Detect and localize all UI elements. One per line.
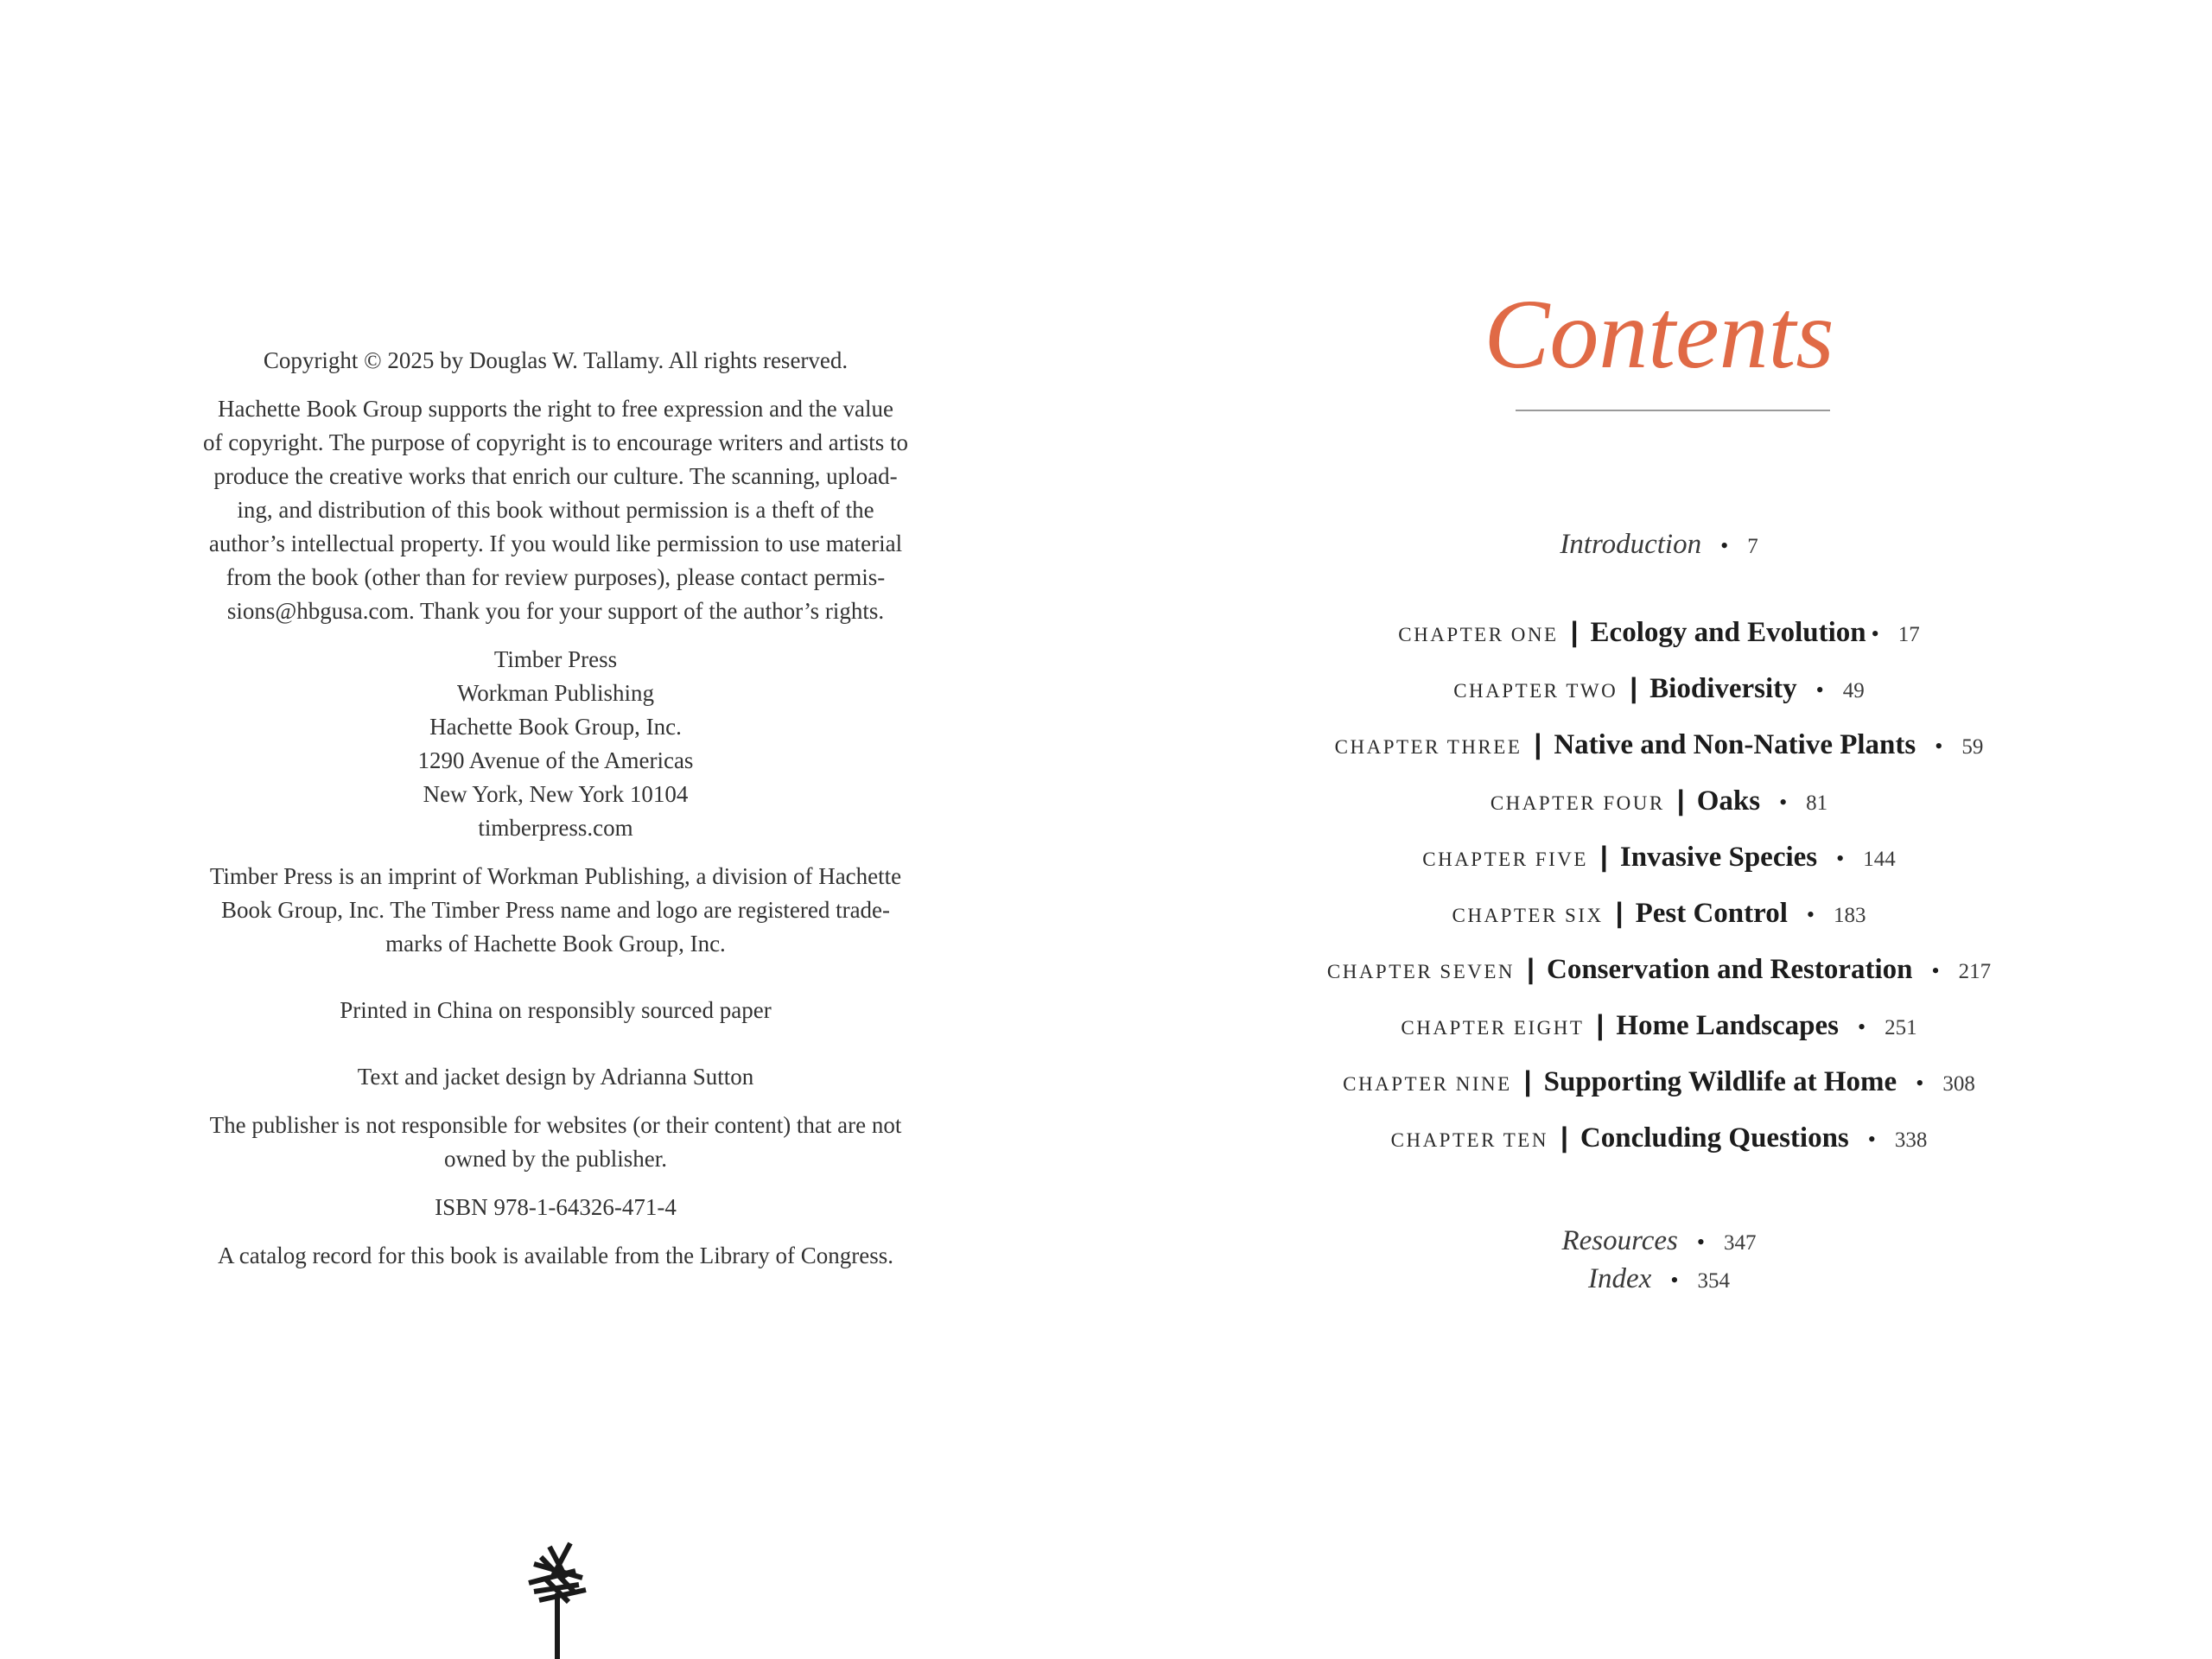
chapter-label: CHAPTER ONE: [1398, 624, 1559, 645]
chapter-label: CHAPTER TWO: [1453, 680, 1618, 702]
chapter-separator: |: [1527, 953, 1535, 984]
isbn: ISBN 978-1-64326-471-4: [435, 1194, 677, 1220]
toc-dot: •: [1815, 677, 1824, 702]
timber-press-tree-logo-icon: [518, 1540, 596, 1659]
toc-dot: •: [1935, 734, 1943, 759]
contents-title: Contents: [1484, 279, 1834, 389]
toc-dot: •: [1696, 1230, 1705, 1255]
toc-page-number: 308: [1942, 1072, 1975, 1096]
toc-dot: •: [1779, 790, 1788, 815]
imprint-line: marks of Hachette Book Group, Inc.: [385, 931, 726, 957]
toc-page-number: 183: [1833, 904, 1866, 927]
chapter-label: CHAPTER FIVE: [1422, 849, 1588, 870]
toc-page-number: 354: [1697, 1269, 1730, 1293]
chapter-separator: |: [1560, 1122, 1568, 1153]
chapter-title: Home Landscapes: [1616, 1010, 1839, 1041]
toc-page-number: 7: [1747, 535, 1758, 558]
chapter-separator: |: [1570, 616, 1579, 647]
imprint-line: Book Group, Inc. The Timber Press name and logo are registered trade-: [220, 897, 891, 923]
toc-entry-chapter-three[interactable]: [1106, 728, 2212, 761]
disclaimer-line: The publisher is not responsible for websites (or their content) that are not: [209, 1112, 902, 1138]
chapter-label: CHAPTER EIGHT: [1401, 1017, 1585, 1039]
imprint-line: Timber Press is an imprint of Workman Publishing, a division of Hachette: [209, 863, 902, 889]
printed-line: Printed in China on responsibly sourced paper: [340, 997, 772, 1023]
chapter-separator: |: [1615, 897, 1624, 928]
chapter-title: Conservation and Restoration: [1546, 954, 1913, 985]
toc-page-number: 17: [1897, 623, 1920, 646]
toc-page-number: 217: [1958, 960, 1992, 983]
rights-line: produce the creative works that enrich our culture. The scanning, upload-: [213, 463, 898, 489]
contents-page: [1106, 0, 2212, 1659]
design-credit: Text and jacket design by Adrianna Sutton: [357, 1064, 754, 1090]
chapter-label: CHAPTER SIX: [1452, 905, 1604, 926]
copyright-line: Copyright © 2025 by Douglas W. Tallamy. All rights reserved.: [263, 347, 849, 373]
chapter-title: Invasive Species: [1619, 842, 1818, 873]
toc-dot: •: [1720, 533, 1729, 558]
toc-entry-chapter-six[interactable]: [1106, 897, 2212, 930]
toc-dot: •: [1670, 1268, 1679, 1293]
toc-entry-chapter-two[interactable]: [1106, 672, 2212, 705]
address-line: 1290 Avenue of the Americas: [417, 747, 694, 773]
publisher-website: timberpress.com: [478, 815, 633, 841]
toc-entry-chapter-seven[interactable]: [1106, 953, 2212, 986]
toc-entry-resources[interactable]: [1106, 1225, 2212, 1257]
toc-entry-index[interactable]: [1106, 1263, 2212, 1295]
address-line: Timber Press: [493, 646, 618, 672]
copyright-block: [199, 344, 912, 1287]
chapter-separator: |: [1596, 1009, 1605, 1040]
address-line: Workman Publishing: [456, 680, 655, 706]
chapter-separator: |: [1599, 841, 1608, 872]
toc-page-number: 251: [1885, 1016, 1917, 1039]
toc-entry-chapter-five[interactable]: [1106, 841, 2212, 874]
toc-dot: •: [1857, 1014, 1866, 1039]
chapter-label: CHAPTER TEN: [1390, 1129, 1548, 1151]
rights-line: ing, and distribution of this book without permission is a theft of the: [237, 497, 874, 523]
address-line: Hachette Book Group, Inc.: [429, 714, 682, 740]
toc-entry-chapter-eight[interactable]: [1106, 1009, 2212, 1042]
toc-entry-introduction[interactable]: [1106, 529, 2212, 561]
rights-line: of copyright. The purpose of copyright is to encourage writers and artists to: [202, 429, 909, 455]
toc-dot: •: [1806, 902, 1815, 927]
websites-disclaimer: [199, 1109, 912, 1176]
toc-dot: •: [1916, 1071, 1924, 1096]
rights-line: sions@hbgusa.com. Thank you for your support of the author’s rights.: [226, 598, 885, 624]
toc-page-number: 144: [1863, 848, 1896, 871]
chapter-label: CHAPTER NINE: [1343, 1073, 1512, 1095]
toc-page-number: 59: [1961, 735, 1984, 759]
rights-line: Hachette Book Group supports the right to free expression and the value: [217, 396, 894, 422]
toc-page-number: 49: [1842, 679, 1865, 702]
chapter-title: Native and Non-Native Plants: [1554, 729, 1916, 760]
toc-entry-chapter-nine[interactable]: [1106, 1065, 2212, 1098]
chapter-title: Ecology and Evolution: [1590, 617, 1866, 648]
rights-line: author’s intellectual property. If you would like permission to use material: [208, 531, 903, 556]
chapter-title: Concluding Questions: [1580, 1122, 1849, 1154]
imprint-paragraph: [199, 860, 912, 961]
chapter-title: Biodiversity: [1649, 673, 1797, 704]
catalog-note: A catalog record for this book is available from the Library of Congress.: [217, 1243, 894, 1268]
toc-dot: •: [1867, 1127, 1876, 1152]
chapter-separator: |: [1523, 1065, 1532, 1096]
title-divider: [1516, 410, 1830, 411]
toc-entry-title: Introduction: [1560, 529, 1702, 560]
rights-line: from the book (other than for review purposes), please contact permis-: [226, 564, 886, 590]
toc-dot: •: [1871, 621, 1879, 646]
toc-page-number: 81: [1806, 791, 1828, 815]
chapter-label: CHAPTER FOUR: [1490, 792, 1665, 814]
chapter-separator: |: [1534, 728, 1542, 760]
publisher-address: [199, 643, 912, 845]
toc-page-number: 338: [1894, 1128, 1928, 1152]
chapter-separator: |: [1676, 785, 1685, 816]
chapter-title: Oaks: [1696, 785, 1761, 817]
toc-entry-title: Index: [1588, 1263, 1652, 1294]
chapter-title: Supporting Wildlife at Home: [1543, 1066, 1897, 1097]
chapter-separator: |: [1630, 672, 1638, 703]
chapter-title: Pest Control: [1635, 898, 1788, 929]
toc-entry-chapter-four[interactable]: [1106, 785, 2212, 817]
chapter-label: CHAPTER SEVEN: [1326, 961, 1516, 982]
toc-page-number: 347: [1724, 1231, 1757, 1255]
address-line: New York, New York 10104: [423, 781, 689, 807]
toc-dot: •: [1931, 958, 1940, 983]
rights-paragraph: [199, 392, 912, 628]
disclaimer-line: owned by the publisher.: [444, 1146, 667, 1172]
toc-entry-title: Resources: [1561, 1225, 1678, 1256]
toc-entry-chapter-one[interactable]: [1106, 616, 2212, 649]
toc-entry-chapter-ten[interactable]: [1106, 1122, 2212, 1154]
chapter-label: CHAPTER THREE: [1334, 736, 1522, 758]
toc-dot: •: [1836, 846, 1845, 871]
